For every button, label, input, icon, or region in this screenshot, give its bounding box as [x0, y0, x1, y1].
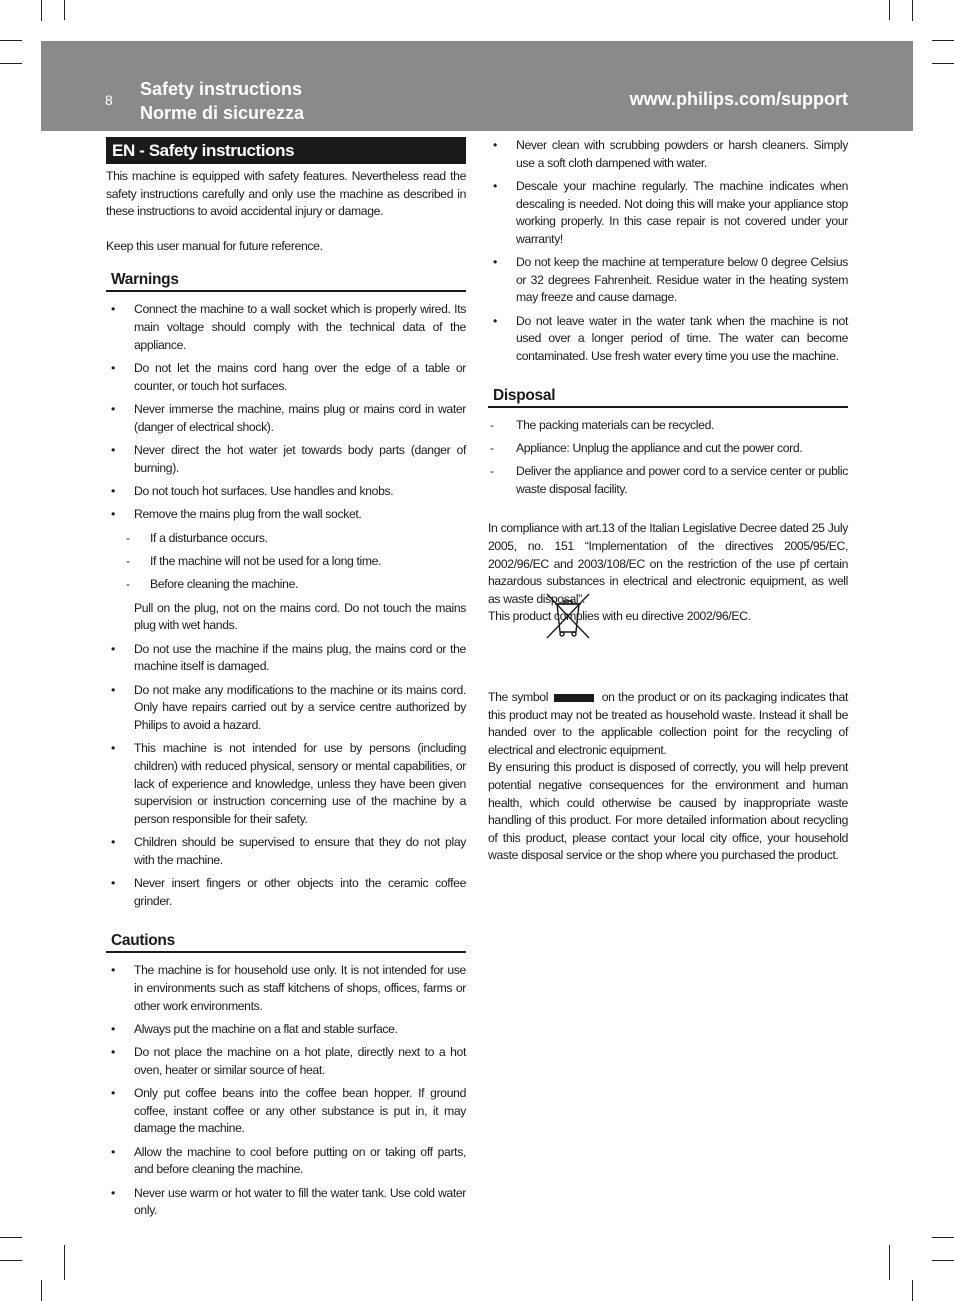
list-item: • Descale your machine regularly. The machine indicates when descaling is needed. Not doing this will make your appliance stop working properly. In this case repair is not covered under your warranty! [493, 178, 848, 246]
crop-mark [0, 1237, 22, 1238]
bullet-icon: • [111, 1021, 115, 1036]
list-item: • Do not make any modifications to the machine or its mains cord. Only have repairs carried out by a service centre authorized by Philips to avoid a hazard. [111, 682, 466, 733]
bullet-icon: • [111, 507, 115, 522]
header-title [140, 77, 304, 125]
list-item: • Connect the machine to a wall socket which is properly wired. Its main voltage should comply with the technical data of the appliance. [111, 302, 466, 352]
disposal-heading: Disposal [488, 386, 848, 408]
crop-mark [64, 0, 65, 20]
sub-list-item: - If a disturbance occurs. [106, 530, 466, 548]
eu-directive-paragraph: This product complies with eu directive 2002/96/EC. [488, 609, 751, 624]
support-url[interactable]: www.philips.com/support [629, 89, 848, 109]
bullet-icon: • [111, 1144, 115, 1159]
bullet-icon: • [493, 255, 497, 270]
list-item: • Children should be supervised to ensure that they do not play with the machine. [111, 835, 466, 867]
dash-icon: - [490, 464, 494, 479]
right-column [488, 137, 848, 865]
intro-keep-manual: Keep this user manual for future reference. [106, 238, 323, 253]
list-item: • Do not place the machine on a hot plate, directly next to a hot oven, heater or similar source of heat. [111, 1045, 466, 1077]
page-number: 8 [105, 92, 113, 108]
list-item: • Never direct the hot water jet towards body parts (danger of burning). [111, 442, 466, 475]
page-header [41, 41, 913, 131]
list-item: • Do not leave water in the water tank when the machine is not used over a longer period of time. The water can become contaminated. Use fresh water every time you use the machine. [493, 313, 848, 363]
bullet-icon: • [111, 483, 115, 498]
bullet-icon: • [493, 313, 497, 328]
cautions-continued-list [488, 137, 848, 366]
bullet-icon: • [111, 360, 115, 375]
bullet-icon: • [111, 401, 115, 416]
list-item: • Never insert fingers or other objects into the ceramic coffee grinder. [111, 876, 466, 908]
bullet-icon: • [111, 963, 115, 978]
bullet-icon: • [493, 178, 497, 193]
list-item: • This machine is not intended for use by persons (including children) with reduced physical, sensory or mental capabilities, or lack of experience and knowledge, unless they have been given supervision or instruction concerning use of the machine by a person responsible for their safety. [111, 741, 466, 826]
list-item: - Deliver the appliance and power cord to a service center or public waste disposal facility. [490, 464, 848, 496]
list-item: • Do not keep the machine at temperature below 0 degree Celsius or 32 degrees Fahrenheit. Residue water in the heating system may freeze and cause damage. [493, 255, 848, 305]
disposal-list [488, 417, 848, 499]
list-item: • Never clean with scrubbing powders or harsh cleaners. Simply use a soft cloth dampened with water. [493, 138, 848, 170]
list-item: • Always put the machine on a flat and stable surface. [106, 1021, 466, 1039]
left-column [106, 137, 466, 1226]
crop-mark [912, 0, 913, 21]
crop-mark [0, 63, 22, 64]
bullet-icon: • [111, 302, 115, 317]
dash-icon: - [126, 554, 130, 569]
bullet-icon: • [493, 138, 497, 152]
crop-mark [889, 1245, 890, 1280]
sub-list-item: - If the machine will not be used for a long time. [106, 553, 466, 571]
crop-mark [889, 0, 890, 20]
bullet-icon: • [111, 835, 115, 850]
dash-icon: - [490, 417, 494, 432]
list-item: • Remove the mains plug from the wall socket. [106, 506, 466, 524]
bullet-icon: • [111, 876, 115, 891]
bullet-icon: • [111, 442, 115, 457]
sub-list-item: - Before cleaning the machine. [106, 576, 466, 594]
list-item-continuation: Pull on the plug, not on the mains cord. Do not touch the mains plug with wet hands. [134, 600, 466, 633]
crop-mark [912, 1280, 913, 1301]
list-item: • Allow the machine to cool before putting on or taking off parts, and before cleaning the machine. [111, 1144, 466, 1177]
bullet-icon: • [111, 1086, 115, 1101]
list-item: • Never immerse the machine, mains plug or mains cord in water (danger of electrical shock). [111, 401, 466, 434]
weee-bar-icon [554, 694, 594, 702]
list-item: - The packing materials can be recycled. [488, 417, 848, 435]
symbol-prefix: The symbol [488, 690, 549, 705]
list-item: • Do not touch hot surfaces. Use handles and knobs. [106, 483, 466, 501]
header-title-it: Norme di sicurezza [140, 103, 305, 123]
dash-icon: - [490, 440, 494, 455]
bullet-icon: • [111, 741, 115, 756]
bullet-icon: • [111, 1045, 115, 1060]
crop-mark [932, 63, 954, 64]
crop-mark [41, 1280, 42, 1301]
list-item: • Do not use the machine if the mains plug, the mains cord or the machine itself is damaged. [111, 641, 466, 674]
bullet-icon: • [111, 682, 115, 697]
crop-mark [64, 1245, 65, 1280]
crop-mark [41, 0, 42, 21]
cautions-heading: Cautions [106, 931, 466, 953]
header-title-en: Safety instructions [140, 79, 303, 99]
crop-mark [0, 1260, 22, 1261]
list-item: • Do not let the mains cord hang over the edge of a table or counter, or touch hot surfaces. [111, 360, 466, 393]
crop-mark [932, 40, 954, 41]
list-item: • The machine is for household use only. It is not intended for use in environments such as staff kitchens of shops, offices, farms or other work environments. [111, 963, 466, 1013]
section-main-title: EN - Safety instructions [106, 137, 466, 164]
list-item: • Never use warm or hot water to fill the water tank. Use cold water only. [111, 1185, 466, 1218]
warnings-list [106, 301, 466, 910]
list-item: • Only put coffee beans into the coffee bean hopper. If ground coffee, instant coffee or any other substance is put in, it may damage the machine. [111, 1086, 466, 1136]
list-item: - Appliance: Unplug the appliance and cut the power cord. [488, 440, 848, 458]
cautions-list [106, 962, 466, 1220]
dash-icon: - [126, 577, 130, 592]
bullet-icon: • [111, 1185, 115, 1200]
dash-icon: - [126, 530, 130, 545]
crop-mark [932, 1237, 954, 1238]
warnings-heading: Warnings [106, 270, 466, 292]
intro-paragraph: This machine is equipped with safety features. Nevertheless read the safety instructions carefully and only use the machine as described in these instructions to avoid accidental injury or damage. [106, 169, 466, 219]
crop-mark [932, 1260, 954, 1261]
ensuring-paragraph: By ensuring this product is disposed of correctly, you will help prevent potential negative consequences for the environment and human health, which could otherwise be caused by inappropriate waste handling of this product. For more detailed information about recycling of this product, please contact your local city office, your household waste disposal service or the shop where you purchased the product. [488, 760, 848, 863]
crop-mark [0, 40, 22, 41]
bullet-icon: • [111, 641, 115, 656]
weee-bin-icon [545, 592, 591, 640]
symbol-paragraph [488, 689, 848, 759]
symbol-text: on the product or on its packaging indicates that this product may not be treated as household waste. Instead it shall be handed over to the applicable collection point for the recycling of electrical and electronic equipment. [488, 690, 848, 757]
compliance-paragraph: In compliance with art.13 of the Italian Legislative Decree dated 25 July 2005, no. 151 “Implementation of the directives 2005/95/EC, 2002/96/EC and 2003/108/EC on the restriction of the use pf certain hazardous substances in electrical and electronic equipment, as well as waste disposal”. [488, 521, 848, 606]
